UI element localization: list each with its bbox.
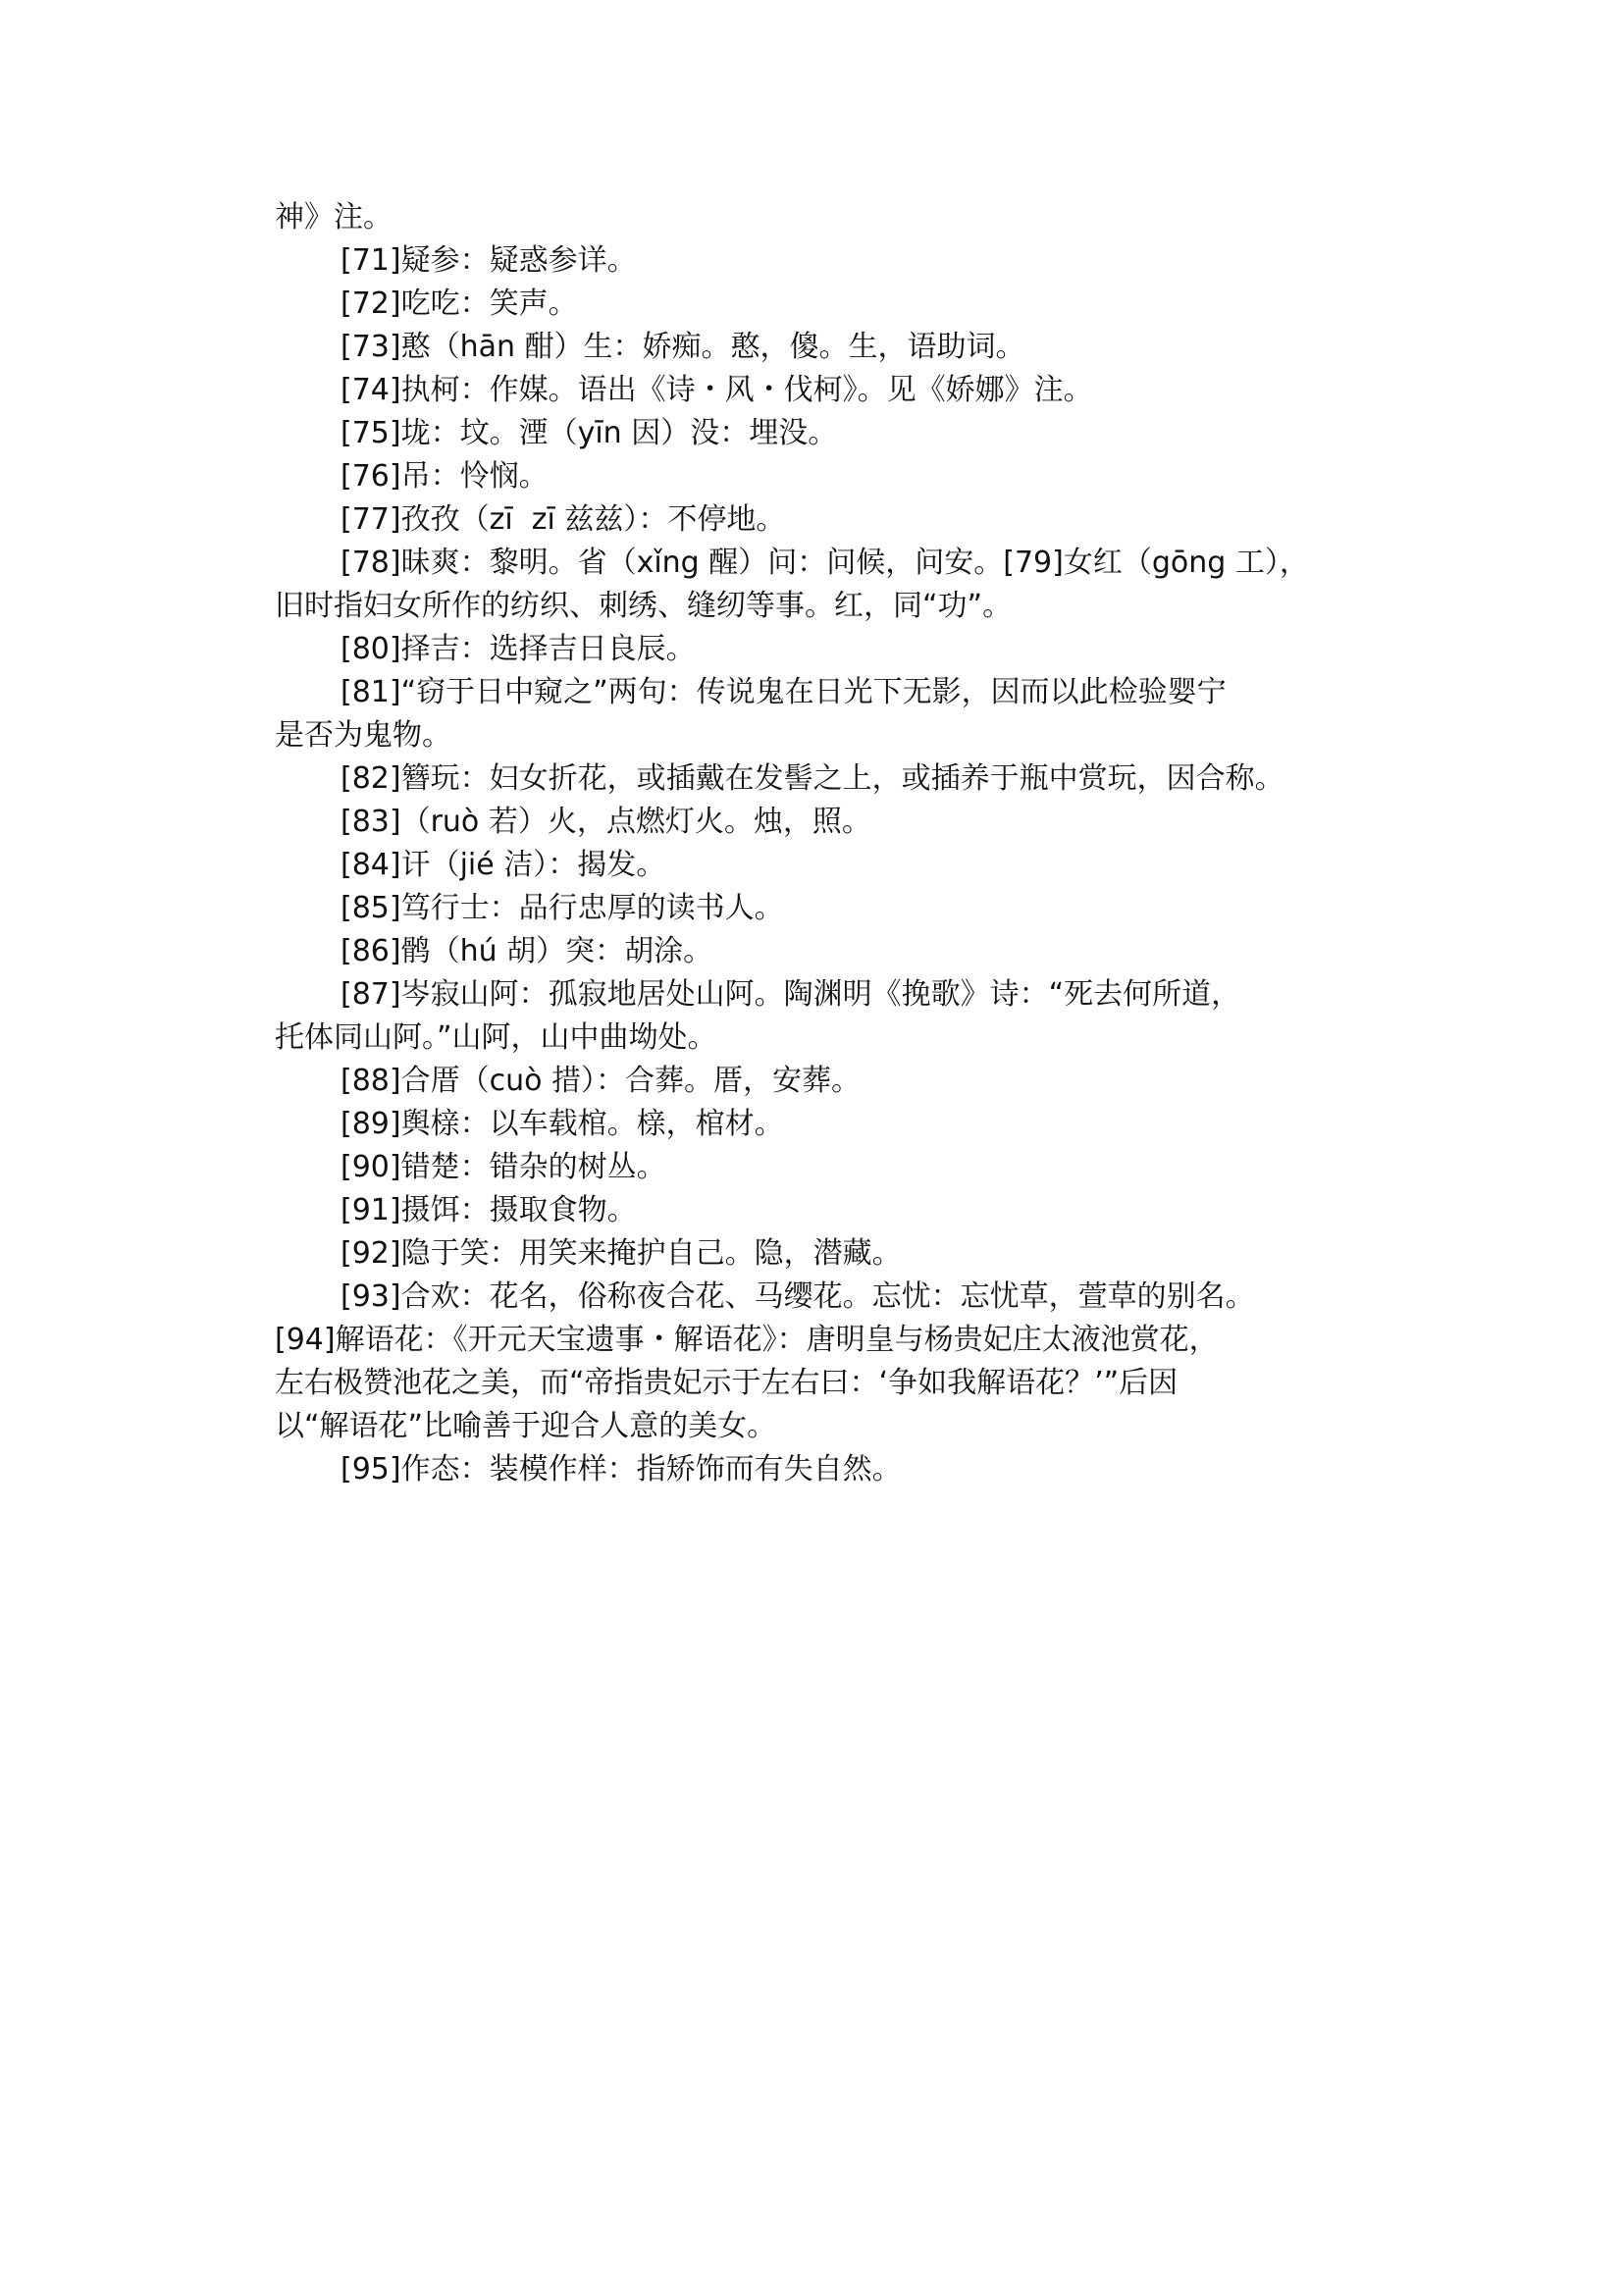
text-line: 托体同山阿。”山阿，山中曲坳处。 [275, 1020, 717, 1055]
text-line: [91]摄饵：摄取食物。 [341, 1193, 637, 1227]
text-line: [86]鹘（hú 胡）突：胡涂。 [341, 934, 713, 968]
text-line: [72]吃吃：笑声。 [341, 287, 578, 321]
text-line: 旧时指妇女所作的纺织、刺绣、缝纫等事。红，同“功”。 [275, 589, 1013, 623]
text-line: [74]执柯：作媒。语出《诗・风・伐柯》。见《娇娜》注。 [341, 373, 1093, 407]
text-line: [85]笃行士：品行忠厚的读书人。 [341, 891, 784, 925]
text-line: [77]孜孜（zī zī 兹兹）：不停地。 [341, 502, 786, 537]
text-line: [76]吊：怜悯。 [341, 459, 549, 494]
text-line: 神》注。 [275, 200, 393, 235]
text-line: [83]（ruò 若）火，点燃灯火。烛，照。 [341, 805, 871, 839]
text-line: [73]憨（hān 酣）生：娇痴。憨，傻。生，语助词。 [341, 330, 1025, 364]
text-line: 以“解语花”比喻善于迎合人意的美女。 [275, 1409, 777, 1443]
text-line: [84]讦（jié 洁）：揭发。 [341, 848, 666, 882]
text-line: [81]“窃于日中窥之”两句：传说鬼在日光下无影，因而以此检验婴宁 [341, 675, 1227, 709]
text-line: [87]岑寂山阿：孤寂地居处山阿。陶渊明《挽歌》诗：“死去何所道， [341, 977, 1241, 1012]
text-line: [82]簪玩：妇女折花，或插戴在发髻之上，或插养于瓶中赏玩，因合称。 [341, 761, 1284, 796]
text-line: [95]作态：装模作样：指矫饰而有失自然。 [341, 1452, 902, 1486]
text-line: [89]舆榇：以车载棺。榇，棺材。 [341, 1107, 784, 1141]
text-line: 是否为鬼物。 [275, 718, 451, 753]
text-line: [71]疑参：疑惑参详。 [341, 243, 637, 278]
text-line: [90]错楚：错杂的树丛。 [341, 1150, 666, 1184]
text-line: [92]隐于笑：用笑来掩护自己。隐，潜藏。 [341, 1236, 902, 1271]
text-line: [88]合厝（cuò 措）：合葬。厝，安葬。 [341, 1064, 861, 1098]
text-line: [93]合欢：花名，俗称夜合花、马缨花。忘忧：忘忧草，萱草的别名。 [341, 1279, 1255, 1314]
text-line: 左右极赞池花之美，而“帝指贵妃示于左右曰：‘争如我解语花？’”后因 [275, 1366, 1179, 1400]
text-line: [94]解语花：《开元天宝遗事・解语花》：唐明皇与杨贵妃庄太液池赏花， [275, 1323, 1219, 1357]
document-body [275, 196, 1364, 1491]
text-line: [80]择吉：选择吉日良辰。 [341, 632, 696, 666]
text-line: [78]昧爽：黎明。省（xǐng 醒）问：问候，问安。[79]女红（gōng 工）， [341, 546, 1309, 580]
text-line: [75]垅：坟。湮（yīn 因）没：埋没。 [341, 416, 838, 450]
